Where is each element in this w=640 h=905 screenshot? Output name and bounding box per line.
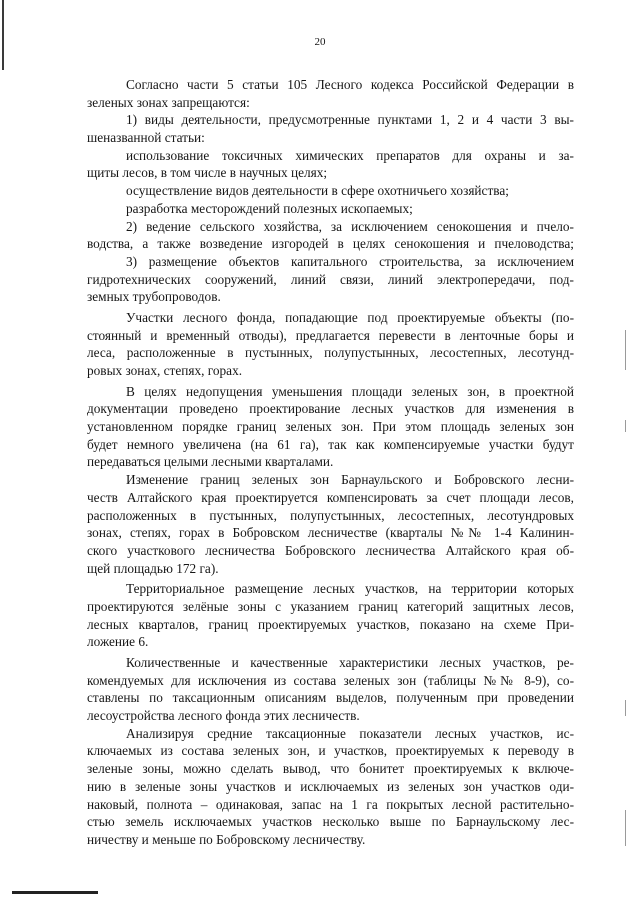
text-line: Анализируя средние таксационные показатели лесных участков, ис- xyxy=(126,725,574,741)
text-line: ровых зонах, степях, горах. xyxy=(87,363,243,378)
scan-edge-mark xyxy=(625,330,626,370)
text-line: 2) ведение сельского хозяйства, за исключением сенокошения и пчело- xyxy=(126,218,574,234)
text-line: нию в зеленые зоны участков и исключаемых из зеленых зон участков оди- xyxy=(87,778,574,794)
text-line: гидротехнических сооружений, линий связи, линий электропередачи, под- xyxy=(87,271,574,287)
text-line: щиты лесов, в том числе в научных целях; xyxy=(87,165,328,181)
text-line: ключаемых из состава зеленых зон, и участков, проектируемых к переводу в xyxy=(87,743,574,759)
text-line: лесных кварталов, границ проектируемых участков, показано на схеме При- xyxy=(87,616,574,632)
text-line: зонах, степях, горах в Бобровском лесничестве (кварталы №№ 1-4 Калинин- xyxy=(87,525,574,541)
text-line: расположенных в пустынных, полупустынных, лесостепных, лесотундровых xyxy=(87,507,574,523)
document-body xyxy=(87,76,574,849)
text-line: стоянный и временный отводы), предлагается перевести в ленточные боры и xyxy=(87,327,574,343)
text-line: 1) виды деятельности, предусмотренные пунктами 1, 2 и 4 части 3 вы- xyxy=(126,112,574,128)
text-line: Изменение границ зеленых зон Барнаульского и Бобровского лесни- xyxy=(126,472,574,488)
text-line: зеленых зонах запрещаются: xyxy=(87,94,250,110)
text-line: передаваться целыми лесными кварталами. xyxy=(87,454,334,470)
text-line: лесоустройства лесного фонда этих лесничеств. xyxy=(87,708,360,724)
text-line: Участки лесного фонда, попадающие под проектируемые объекты (по- xyxy=(126,309,574,325)
text-line: Территориальное размещение лесных участков, на территории которых xyxy=(126,581,574,597)
text-line: разработка месторождений полезных ископаемых; xyxy=(126,200,413,216)
text-line: использование токсичных химических препаратов для охраны и за- xyxy=(126,147,574,163)
scan-edge-mark xyxy=(625,420,626,432)
text-line: леса, расположенные в пустынных, полупустынных, лесостепных, лесотунд- xyxy=(87,345,574,361)
text-line: шеназванной статьи: xyxy=(87,130,205,146)
text-line: ского участкового лесничества Бобровского лесничества Алтайского края об- xyxy=(87,542,574,558)
text-line: комендуемых для исключения из состава зеленых зон (таблицы №№ 8-9), со- xyxy=(87,672,574,688)
text-line: проектируются зелёные зоны с указанием границ категорий защитных лесов, xyxy=(87,598,574,614)
text-line: щей площадью 172 га). xyxy=(87,560,219,576)
scan-edge-mark xyxy=(625,700,626,716)
text-line: В целях недопущения уменьшения площади зеленых зон, в проектной xyxy=(126,383,574,399)
text-line: честв Алтайского края проектируется компенсировать за счет площади лесов, xyxy=(87,489,574,505)
text-line: водства, а также возведение изгородей в целях сенокошения и пчеловодства; xyxy=(87,236,574,252)
scan-edge-mark xyxy=(2,0,4,70)
text-line: документации проведено проектирование лесных участков для изменения в xyxy=(87,401,574,417)
bottom-rule xyxy=(12,891,98,894)
text-line: Количественные и качественные характеристики лесных участков, ре- xyxy=(126,655,574,670)
text-line: будет немного увеличена (на 61 га), так как компенсируемые участки будут xyxy=(87,436,574,452)
text-line: установленном порядке границ зеленых зон. При этом площадь зеленых зон xyxy=(87,419,574,435)
scan-edge-mark xyxy=(625,810,626,846)
page-number: 20 xyxy=(314,36,326,48)
text-line: зеленые зоны, можно сделать вывод, что бонитет проектируемых к включе- xyxy=(87,761,574,777)
text-line: осуществление видов деятельности в сфере охотничьего хозяйства; xyxy=(126,183,509,199)
text-line: стью земель исключаемых участков несколько выше по Барнаульскому лес- xyxy=(87,814,574,830)
text-line: ложение 6. xyxy=(87,634,149,650)
text-line: Согласно части 5 статьи 105 Лесного кодекса Российской Федерации в xyxy=(126,77,574,92)
text-line: ставлены по таксационным описаниям выделов, полученным при проведении xyxy=(87,690,574,706)
text-line: наковый, полнота – одинаковая, запас на 1 га покрытых лесной растительно- xyxy=(87,796,574,812)
text-line: ничеству и меньше по Бобровскому лесничеству. xyxy=(87,831,366,847)
text-line: 3) размещение объектов капитального строительства, за исключением xyxy=(126,253,574,269)
text-line: земных трубопроводов. xyxy=(87,289,221,305)
